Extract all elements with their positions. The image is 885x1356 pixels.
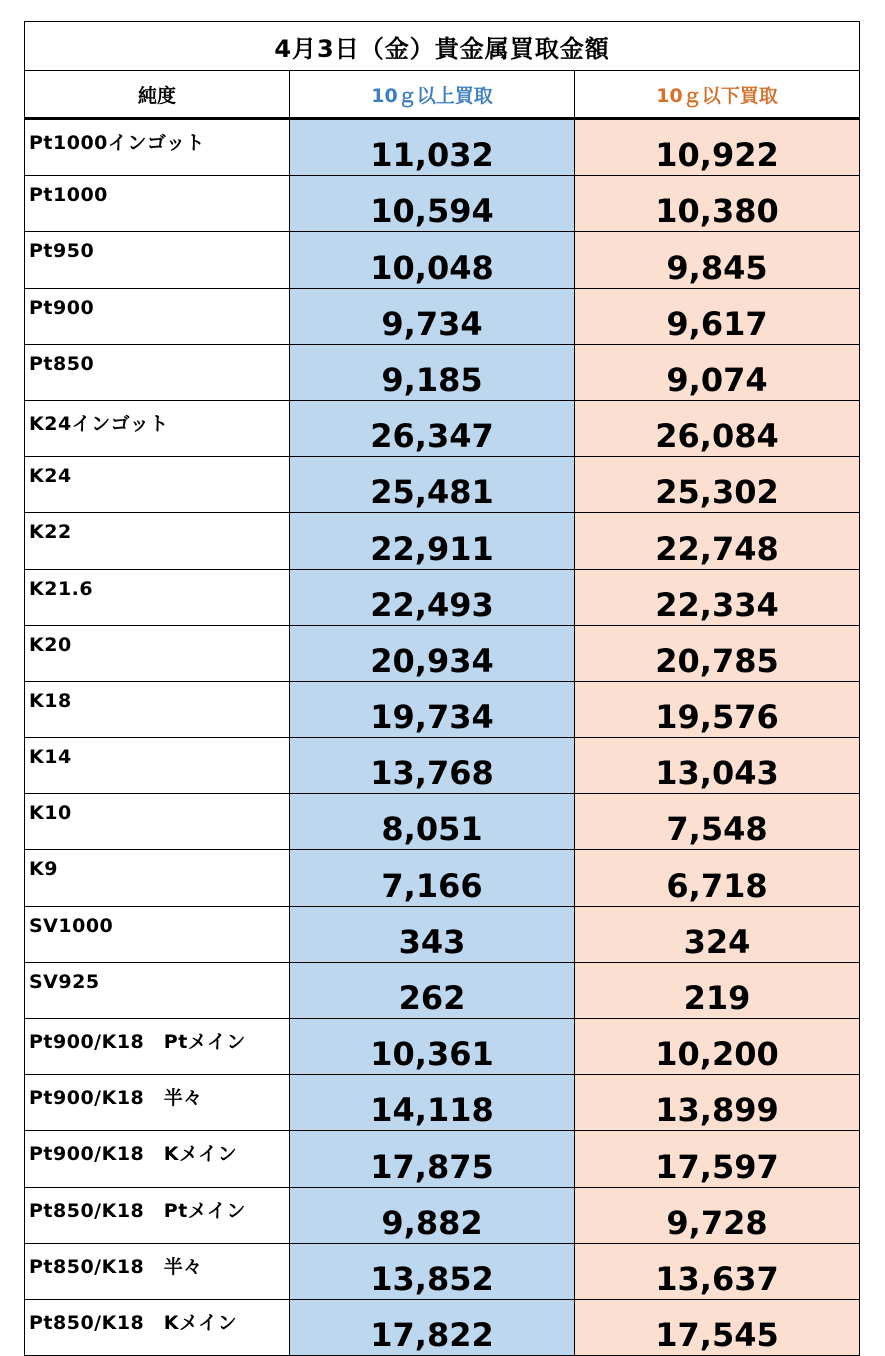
price-below-10g: 324 <box>575 906 860 962</box>
purity-label: Pt850 <box>25 344 290 400</box>
table-row <box>25 344 860 400</box>
purity-label: Pt900/K18 Kメイン <box>25 1131 290 1187</box>
price-below-10g: 7,548 <box>575 794 860 850</box>
price-below-10g: 10,922 <box>575 119 860 176</box>
price-below-10g: 26,084 <box>575 400 860 456</box>
table-row <box>25 569 860 625</box>
table-row <box>25 962 860 1018</box>
price-above-10g: 8,051 <box>290 794 575 850</box>
price-above-10g: 10,048 <box>290 232 575 288</box>
purity-label: Pt850/K18 半々 <box>25 1243 290 1299</box>
price-below-10g: 10,380 <box>575 176 860 232</box>
price-above-10g: 11,032 <box>290 119 575 176</box>
table-row <box>25 457 860 513</box>
table-row <box>25 1243 860 1299</box>
table-row <box>25 1075 860 1131</box>
price-above-10g: 14,118 <box>290 1075 575 1131</box>
price-below-10g: 9,845 <box>575 232 860 288</box>
price-below-10g: 20,785 <box>575 625 860 681</box>
price-below-10g: 17,545 <box>575 1299 860 1355</box>
price-body <box>25 119 860 1356</box>
below-10g-header: 10ｇ以下買取 <box>575 71 860 119</box>
purity-label: K20 <box>25 625 290 681</box>
price-above-10g: 9,185 <box>290 344 575 400</box>
table-row <box>25 1187 860 1243</box>
price-above-10g: 19,734 <box>290 681 575 737</box>
table-row <box>25 738 860 794</box>
price-below-10g: 19,576 <box>575 681 860 737</box>
header-row <box>25 71 860 119</box>
price-below-10g: 6,718 <box>575 850 860 906</box>
price-above-10g: 25,481 <box>290 457 575 513</box>
table-row <box>25 1019 860 1075</box>
table-row <box>25 625 860 681</box>
price-below-10g: 13,637 <box>575 1243 860 1299</box>
price-table <box>24 21 860 1356</box>
purity-label: SV925 <box>25 962 290 1018</box>
purity-label: Pt850/K18 Kメイン <box>25 1299 290 1355</box>
table-row <box>25 1131 860 1187</box>
purity-label: K21.6 <box>25 569 290 625</box>
table-row <box>25 119 860 176</box>
price-below-10g: 9,617 <box>575 288 860 344</box>
price-above-10g: 9,734 <box>290 288 575 344</box>
table-row <box>25 1299 860 1355</box>
price-above-10g: 22,493 <box>290 569 575 625</box>
purity-label: K18 <box>25 681 290 737</box>
price-below-10g: 10,200 <box>575 1019 860 1075</box>
price-above-10g: 20,934 <box>290 625 575 681</box>
price-above-10g: 10,594 <box>290 176 575 232</box>
purity-label: K9 <box>25 850 290 906</box>
price-above-10g: 13,852 <box>290 1243 575 1299</box>
price-above-10g: 7,166 <box>290 850 575 906</box>
purity-label: Pt950 <box>25 232 290 288</box>
table-row <box>25 176 860 232</box>
price-below-10g: 9,728 <box>575 1187 860 1243</box>
table-row <box>25 513 860 569</box>
purity-label: K22 <box>25 513 290 569</box>
purity-label: Pt900/K18 半々 <box>25 1075 290 1131</box>
table-row <box>25 850 860 906</box>
table-row <box>25 794 860 850</box>
table-row <box>25 400 860 456</box>
table-row <box>25 288 860 344</box>
purity-label: SV1000 <box>25 906 290 962</box>
price-below-10g: 9,074 <box>575 344 860 400</box>
price-below-10g: 13,899 <box>575 1075 860 1131</box>
purity-label: Pt900 <box>25 288 290 344</box>
price-below-10g: 13,043 <box>575 738 860 794</box>
price-above-10g: 26,347 <box>290 400 575 456</box>
price-below-10g: 22,748 <box>575 513 860 569</box>
purity-label: K24 <box>25 457 290 513</box>
purity-label: K14 <box>25 738 290 794</box>
purity-label: Pt1000 <box>25 176 290 232</box>
purity-label: Pt900/K18 Ptメイン <box>25 1019 290 1075</box>
price-above-10g: 22,911 <box>290 513 575 569</box>
price-below-10g: 25,302 <box>575 457 860 513</box>
purity-label: K24インゴット <box>25 400 290 456</box>
title-row <box>25 22 860 71</box>
purity-label: K10 <box>25 794 290 850</box>
above-10g-header: 10ｇ以上買取 <box>290 71 575 119</box>
purity-header: 純度 <box>25 71 290 119</box>
table-row <box>25 232 860 288</box>
price-above-10g: 10,361 <box>290 1019 575 1075</box>
table-title: 4月3日（金）貴金属買取金額 <box>25 22 860 71</box>
price-below-10g: 219 <box>575 962 860 1018</box>
purity-label: Pt1000インゴット <box>25 119 290 176</box>
price-above-10g: 13,768 <box>290 738 575 794</box>
price-below-10g: 17,597 <box>575 1131 860 1187</box>
price-above-10g: 9,882 <box>290 1187 575 1243</box>
table-row <box>25 906 860 962</box>
price-above-10g: 343 <box>290 906 575 962</box>
table-row <box>25 681 860 737</box>
price-above-10g: 17,822 <box>290 1299 575 1355</box>
price-above-10g: 262 <box>290 962 575 1018</box>
price-below-10g: 22,334 <box>575 569 860 625</box>
price-above-10g: 17,875 <box>290 1131 575 1187</box>
purity-label: Pt850/K18 Ptメイン <box>25 1187 290 1243</box>
